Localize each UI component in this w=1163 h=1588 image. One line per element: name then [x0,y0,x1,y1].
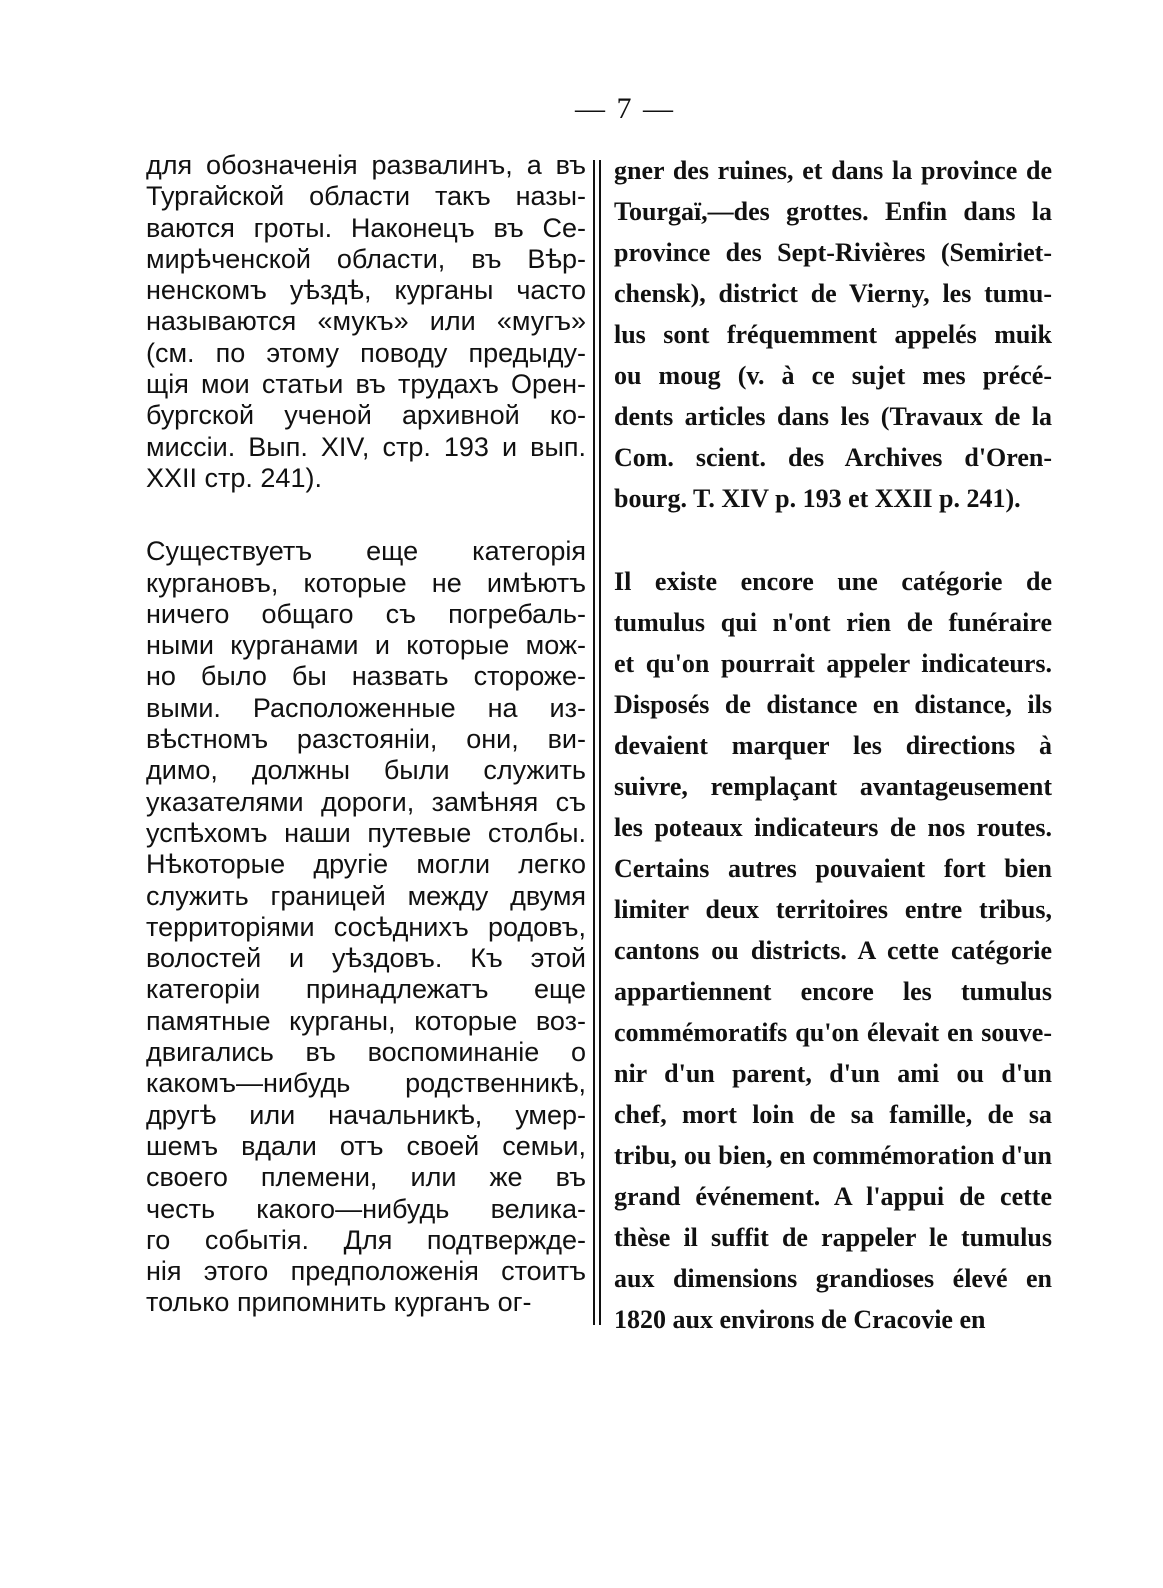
french-paragraph-2 [614,561,1052,1340]
text-line: вѣстномъ разстояніи, они, ви- [146,724,586,755]
text-line: территоріями сосѣднихъ родовъ, [146,911,586,942]
text-line: го событія. Для подтвержде- [146,1224,586,1255]
text-line: щія мои статьи въ трудахъ Орен- [146,369,586,400]
text-line: памятные курганы, которые воз- [146,1005,586,1036]
text-line: называются «мукъ» или «мугъ» [146,306,586,337]
text-line: другѣ или начальникѣ, умер- [146,1099,586,1130]
column-divider-rule [599,160,601,1325]
text-line: бургской ученой архивной ко- [146,400,586,431]
text-line: tumulus qui n'ont rien de funéraire [614,608,1052,637]
text-line: ненскомъ уѣздѣ, курганы часто [146,275,586,306]
text-line: les poteaux indicateurs de nos routes. [614,813,1052,842]
text-line: bourg. T. XIV p. 193 et XXII p. 241). [614,484,1021,513]
text-line: gner des ruines, et dans la province de [614,156,1052,185]
text-line: (см. по этому поводу предыду- [146,337,586,368]
paragraph-gap [146,494,586,536]
text-line: cantons ou districts. A cette catégorie [614,936,1052,965]
page-number: — 7 — [575,92,675,125]
text-line: tribu, ou bien, en commémoration d'un [614,1141,1052,1170]
text-line: указателями дороги, замѣняя съ [146,786,586,817]
text-line: province des Sept-Rivières (Semiriet- [614,238,1052,267]
text-line: служить границей между двумя [146,880,586,911]
text-line: но было бы назвать стороже- [146,661,586,692]
text-line: Disposés de distance en distance, ils [614,690,1052,719]
text-line: 1820 aux environs de Cracovie en [614,1305,986,1334]
text-line: Il existe encore une catégorie de [614,567,1052,596]
text-line: ными курганами и которые мож- [146,630,586,661]
text-line: suivre, remplaçant avantageusement [614,772,1052,801]
text-line: devaient marquer les directions à [614,731,1052,760]
text-line: appartiennent encore les tumulus [614,977,1052,1006]
text-line: Существуетъ еще категорія [146,536,586,567]
text-line: limiter deux territoires entre tribus, [614,895,1052,924]
text-line: lus sont fréquemment appelés muik [614,320,1052,349]
french-paragraph-1 [614,150,1052,519]
text-line: честь какого—нибудь велика- [146,1193,586,1224]
text-line: Certains autres pouvaient fort bien [614,854,1052,883]
text-line: Нѣкоторые другіе могли легко [146,849,586,880]
text-line: et qu'on pourrait appeler indicateurs. [614,649,1052,678]
paragraph-gap [614,519,1052,561]
text-line: ничего общаго съ погребаль- [146,598,586,629]
text-line: только припомнить курганъ ог- [146,1287,532,1318]
text-line: для обозначенія развалинъ, а въ [146,150,586,180]
text-line: шемъ вдали отъ своей семьи, [146,1130,586,1161]
text-line: димо, должны были служить [146,755,586,786]
russian-paragraph-2 [146,536,586,1318]
text-line: Тургайской области такъ назы- [146,181,586,212]
text-line: chef, mort loin de sa famille, de sa [614,1100,1052,1129]
text-line: grand événement. A l'appui de cette [614,1182,1052,1211]
russian-column [146,150,586,1319]
text-line: thèse il suffit de rappeler le tumulus [614,1223,1052,1252]
text-line: волостей и уѣздовъ. Къ этой [146,943,586,974]
text-line: миссіи. Вып. XIV, стр. 193 и вып. [146,431,586,462]
text-line: успѣхомъ наши путевые столбы. [146,817,586,848]
text-line: мирѣченской области, въ Вѣр- [146,243,586,274]
text-line: chensk), district de Vierny, les tumu- [614,279,1052,308]
text-line: Tourgaï,—des grottes. Enfin dans la [614,197,1052,226]
text-line: ваются гроты. Наконецъ въ Се- [146,212,586,243]
text-line: двигались въ воспоминаніе о [146,1037,586,1068]
column-divider-rule [593,160,595,1325]
text-line: кургановъ, которые не имѣютъ [146,567,586,598]
text-line: своего племени, или же въ [146,1162,586,1193]
text-line: Com. scient. des Archives d'Oren- [614,443,1052,472]
text-line: какомъ—нибудь родственникѣ, [146,1068,586,1099]
russian-paragraph-1 [146,150,586,494]
text-line: категоріи принадлежатъ еще [146,974,586,1005]
text-line: aux dimensions grandioses élevé en [614,1264,1052,1293]
text-line: ou moug (v. à ce sujet mes précé- [614,361,1052,390]
french-column [614,150,1052,1340]
text-line: dents articles dans les (Travaux de la [614,402,1052,431]
text-line: нія этого предположенія стоитъ [146,1256,586,1287]
text-line: выми. Расположенные на из- [146,692,586,723]
text-line: commémoratifs qu'on élevait en souve- [614,1018,1052,1047]
text-line: nir d'un parent, d'un ami ou d'un [614,1059,1052,1088]
text-line: XXII стр. 241). [146,462,322,493]
